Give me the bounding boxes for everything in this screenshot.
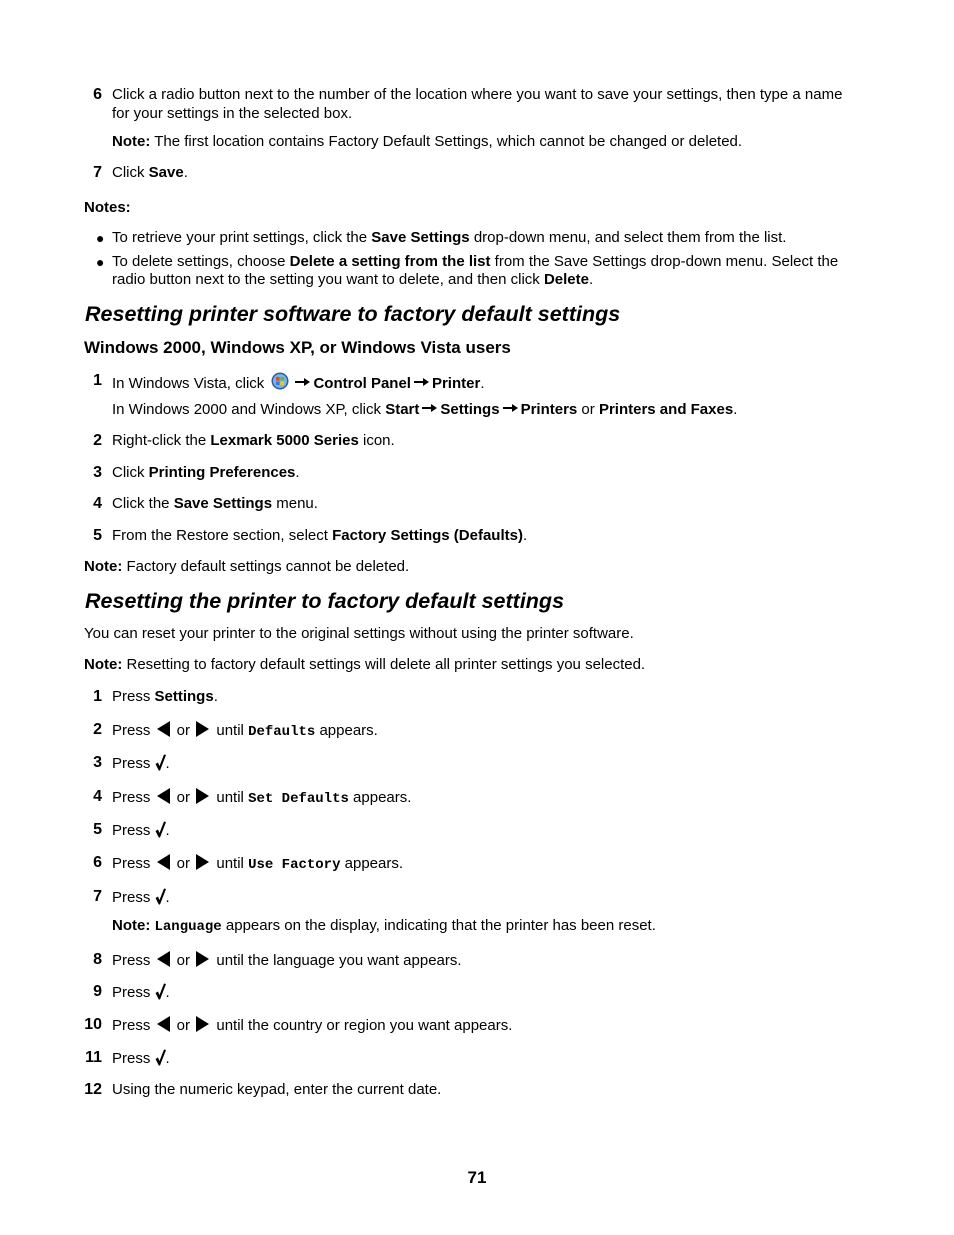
text: or	[172, 722, 195, 739]
step-text	[112, 164, 188, 182]
note-text: Resetting to factory default settings will delete all printer settings you selected.	[122, 656, 646, 673]
text: until	[212, 722, 249, 739]
right-arrow-icon	[196, 721, 209, 737]
text: .	[183, 164, 188, 181]
bullet-text	[112, 229, 786, 247]
menu-arrow-icon	[422, 403, 437, 413]
step-number: 4	[93, 495, 102, 512]
display-text: Set Defaults	[248, 791, 349, 807]
bullet-text	[112, 271, 593, 289]
step-text	[112, 1016, 512, 1035]
text: radio button next to the setting you want to delete, and then click	[112, 271, 544, 288]
text: Press	[112, 984, 155, 1001]
ui-term: Start	[385, 401, 420, 418]
display-text: Use Factory	[248, 857, 341, 873]
step-number: 6	[93, 854, 102, 871]
step-text	[112, 495, 318, 513]
ui-term: Printing Preferences	[148, 464, 296, 481]
step-text	[112, 464, 300, 482]
step-number: 3	[93, 464, 102, 481]
text: .	[480, 375, 485, 392]
text: or	[172, 855, 195, 872]
text: Press	[112, 855, 155, 872]
note-text: Factory default settings cannot be deleted.	[122, 558, 410, 575]
text: .	[733, 401, 738, 418]
text: Click	[112, 164, 149, 181]
text: icon.	[358, 432, 395, 449]
note-label: Note:	[112, 917, 151, 934]
text: .	[165, 889, 170, 906]
text: Press	[112, 688, 155, 705]
text: or	[172, 1017, 195, 1034]
step-number: 12	[84, 1081, 102, 1098]
intro-text: You can reset your printer to the original settings without using the printer software.	[84, 625, 634, 642]
checkmark-icon	[155, 754, 166, 771]
ui-term: Delete a setting from the list	[289, 253, 491, 270]
step-text	[112, 983, 170, 1002]
ui-term: Printers	[520, 401, 578, 418]
left-arrow-icon	[157, 854, 170, 870]
checkmark-icon	[155, 888, 166, 905]
step-text	[112, 688, 218, 706]
ui-term: Save Settings	[371, 229, 470, 246]
text: Right-click the	[112, 432, 211, 449]
step-text: Using the numeric keypad, enter the current date.	[112, 1081, 442, 1098]
text: Press	[112, 789, 155, 806]
checkmark-icon	[155, 821, 166, 838]
left-arrow-icon	[157, 721, 170, 737]
menu-arrow-icon	[503, 403, 518, 413]
step-number: 7	[93, 888, 102, 905]
ui-term: Lexmark 5000 Series	[210, 432, 359, 449]
step-text	[112, 527, 527, 545]
text: .	[165, 1050, 170, 1067]
step-text	[112, 432, 395, 450]
text: menu.	[272, 495, 318, 512]
text: In Windows Vista, click	[112, 375, 269, 392]
text: .	[165, 984, 170, 1001]
text: until the country or region you want appears.	[212, 1017, 513, 1034]
step-number: 4	[93, 788, 102, 805]
bullet-text	[112, 253, 838, 271]
text: or	[172, 952, 195, 969]
step-text	[112, 1049, 170, 1068]
text: Click	[112, 464, 149, 481]
step-number: 5	[93, 527, 102, 544]
step-number: 5	[93, 821, 102, 838]
text: Click the	[112, 495, 174, 512]
ui-term: Control Panel	[313, 375, 411, 392]
note	[112, 133, 742, 151]
right-arrow-icon	[196, 788, 209, 804]
text: Press	[112, 1017, 155, 1034]
text: Press	[112, 822, 155, 839]
text: until the language you want appears.	[212, 952, 462, 969]
text: From the Restore section, select	[112, 527, 333, 544]
text: .	[522, 527, 528, 544]
left-arrow-icon	[157, 1016, 170, 1032]
step-number: 6	[93, 86, 102, 103]
left-arrow-icon	[157, 951, 170, 967]
step-text	[112, 372, 485, 393]
notes-heading: Notes:	[84, 199, 131, 216]
step-number: 11	[85, 1049, 102, 1066]
text: or	[577, 401, 599, 418]
ui-term: Save Settings	[173, 495, 273, 512]
section-heading: Resetting the printer to factory default settings	[85, 589, 565, 613]
note-text: The first location contains Factory Default Settings, which cannot be changed or deleted.	[150, 133, 743, 150]
bullet-icon: ●	[96, 254, 105, 270]
step-text	[112, 401, 737, 419]
text: Press	[112, 952, 155, 969]
text: appears.	[348, 789, 412, 806]
note-label: Note:	[84, 656, 123, 673]
text: .	[295, 464, 300, 481]
text: .	[213, 688, 218, 705]
text: .	[165, 822, 170, 839]
text: Press	[112, 889, 155, 906]
text: Press	[112, 722, 155, 739]
ui-term: Printer	[431, 375, 481, 392]
text: Press	[112, 755, 155, 772]
text: appears.	[315, 722, 378, 739]
bullet-icon: ●	[96, 230, 105, 246]
right-arrow-icon	[196, 854, 209, 870]
note-label: Note:	[112, 133, 151, 150]
ui-term: Settings	[440, 401, 500, 418]
step-text	[112, 888, 170, 907]
windows-start-icon	[271, 372, 289, 390]
step-text: Click a radio button next to the number of the location where you want to save your settings, then type a name	[112, 86, 843, 103]
text: In Windows 2000 and Windows XP, click	[112, 401, 386, 418]
checkmark-icon	[155, 1049, 166, 1066]
step-text	[112, 788, 411, 808]
page-number: 71	[467, 1168, 487, 1187]
text: from the Save Settings drop-down menu. Select the	[490, 253, 839, 270]
step-number: 9	[93, 983, 102, 1000]
ui-term: Settings	[154, 688, 214, 705]
ui-term: Save	[148, 164, 184, 181]
step-text	[112, 754, 170, 773]
step-number: 1	[93, 372, 102, 389]
text: or	[172, 789, 195, 806]
display-text: Defaults	[248, 724, 316, 740]
right-arrow-icon	[196, 1016, 209, 1032]
checkmark-icon	[155, 983, 166, 1000]
text: .	[588, 271, 594, 288]
note	[84, 558, 409, 576]
step-number: 1	[93, 688, 102, 705]
text: until	[212, 789, 249, 806]
note	[84, 656, 645, 674]
step-text	[112, 951, 462, 970]
text: To retrieve your print settings, click the	[112, 229, 372, 246]
text: appears.	[340, 855, 404, 872]
step-text: for your settings in the selected box.	[112, 105, 353, 122]
step-number: 2	[93, 721, 102, 738]
step-text	[112, 721, 378, 741]
ui-term: Printers and Faxes	[598, 401, 734, 418]
step-number: 3	[93, 754, 102, 771]
ui-term: Factory Settings (Defaults)	[332, 527, 523, 544]
section-heading: Resetting printer software to factory default settings	[85, 302, 621, 326]
note-label: Note:	[84, 558, 123, 575]
right-arrow-icon	[196, 951, 209, 967]
text: Press	[112, 1050, 155, 1067]
step-text	[112, 854, 403, 874]
menu-arrow-icon	[414, 377, 429, 387]
note	[112, 917, 656, 936]
step-text	[112, 821, 170, 840]
step-number: 8	[93, 951, 102, 968]
step-number: 7	[93, 164, 102, 181]
text: To delete settings, choose	[112, 253, 290, 270]
subsection-heading: Windows 2000, Windows XP, or Windows Vista users	[84, 338, 511, 357]
ui-term: Delete	[543, 271, 589, 288]
left-arrow-icon	[157, 788, 170, 804]
step-number: 10	[84, 1016, 102, 1033]
display-text: Language	[154, 919, 222, 935]
text: .	[165, 755, 170, 772]
menu-arrow-icon	[295, 377, 310, 387]
step-number: 2	[93, 432, 102, 449]
note-text: appears on the display, indicating that the printer has been reset.	[221, 917, 656, 934]
text: until	[212, 855, 249, 872]
text: drop-down menu, and select them from the list.	[469, 229, 787, 246]
